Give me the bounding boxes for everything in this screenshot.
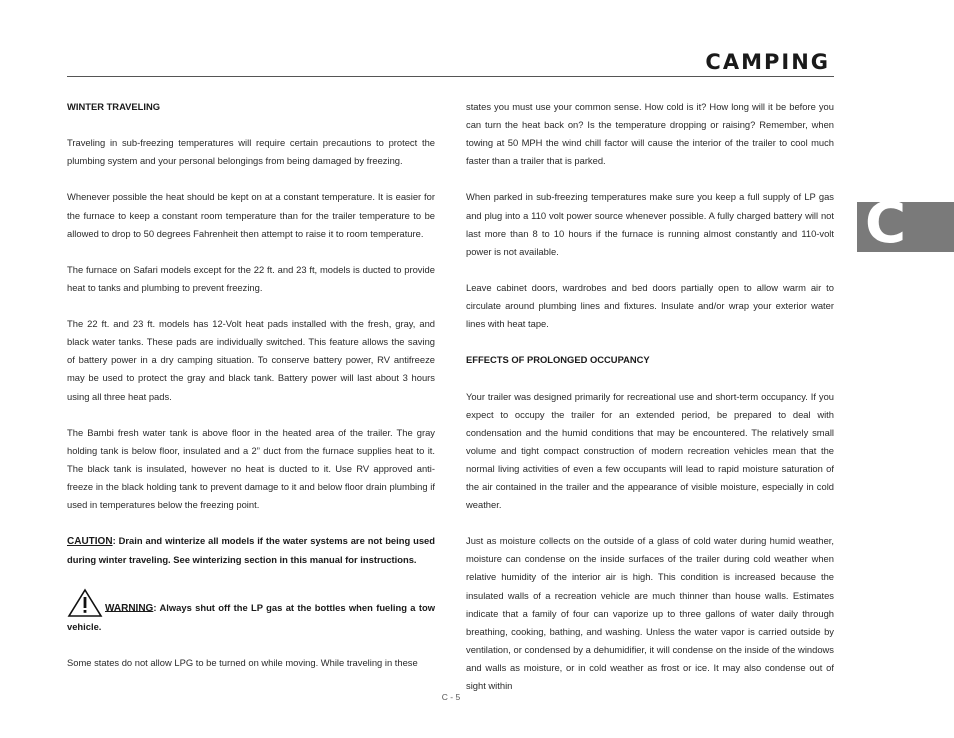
- paragraph: The 22 ft. and 23 ft. models has 12-Volt heat pads installed with the fresh, gray, and black water tanks. These pads are individually switched. This feature allows the saving of battery power in a dry camping situation. To conserve battery power, RV antifreeze may be used to protect the gray and black tank. Battery power will last about 3 hours using all three heat pads.: [67, 318, 435, 402]
- warning-text: : Always shut off the LP gas at the bottles when fueling a tow vehicle.: [67, 601, 435, 632]
- paragraph: When parked in sub-freezing temperatures make sure you keep a full supply of LP gas and plug into a 110 volt power source whenever possible. A fully charged battery will not last more than 8 to 10 hours if the furnace is running almost constantly and 110-volt power is not available.: [466, 191, 834, 257]
- right-column: [466, 98, 834, 713]
- paragraph: Whenever possible the heat should be kept on at a constant temperature. It is easier for the furnace to keep a constant room temperature than for the trailer temperature to be allowed to drop to 50 degrees Fahrenheit then attempt to raise it to room temperature.: [67, 191, 435, 239]
- paragraph: Some states do not allow LPG to be turned on while moving. While traveling in these: [67, 656, 418, 668]
- paragraph: The furnace on Safari models except for the 22 ft. and 23 ft, models is ducted to provide heat to tanks and plumbing to prevent freezing.: [67, 263, 435, 293]
- paragraph: Your trailer was designed primarily for recreational use and short-term occupancy. If you expect to occupy the trailer for an extended period, be prepared to deal with condensation and the humid conditions that may be encountered. The relatively small volume and tight compact construction of modern recreation vehicles mean that the normal living activities of even a few occupants will lead to rapid moisture saturation of the air contained in the trailer and the appearance of visible moisture, especially in cold weather.: [466, 390, 834, 511]
- heading-winter-traveling: WINTER TRAVELING: [67, 101, 161, 112]
- section-tab: [857, 202, 954, 252]
- page-number: C - 5: [441, 692, 461, 702]
- warning-triangle-icon: [67, 588, 103, 618]
- caution-note: [67, 532, 435, 569]
- paragraph: The Bambi fresh water tank is above floor in the heated area of the trailer. The gray holding tank is below floor, insulated and a 2” duct from the furnace supplies heat to it. The black tank is insulated, however no heat is ducted to it. Use RV approved anti-freeze in the black holding tank to prevent damage to it and below floor drain plumbing if used in temperatures below the freezing point.: [67, 426, 435, 511]
- caution-text: : Drain and winterize all models if the water systems are not being used during winter traveling. See winterizing section in this manual for instructions.: [67, 535, 435, 566]
- page-title: CAMPING: [705, 50, 830, 74]
- section-letter: C: [865, 202, 907, 252]
- left-column: [67, 98, 435, 690]
- paragraph: states you must use your common sense. How cold is it? How long will it be before you can turn the heat back on? Is the temperature dropping or raising? Remember, when towing at 50 MPH the wind chill factor will cause the interior of the trailer to cool much faster than a trailer that is parked.: [466, 101, 834, 167]
- paragraph: Just as moisture collects on the outside of a glass of cold water during humid weather, moisture can condense on the inside surfaces of the trailer during cold weather when relative humidity of the interior air is high. This condition is increased because the insulated walls of a recreation vehicle are much thinner than house walls. Estimates indicate that a family of four can vaporize up to three gallons of water daily through breathing, cooking, bathing, and washing. Unless the water vapor is carried outside by ventilation, or condensed by a dehumidifier, it will condense on the inside of the windows and walls as moisture, or in cold weather as frost or ice. It may also condense out of sight within: [466, 535, 834, 691]
- warning-label: WARNING: [105, 602, 154, 614]
- paragraph: Traveling in sub-freezing temperatures will require certain precautions to protect the plumbing system and your personal belongings from being damaged by freezing.: [67, 137, 435, 167]
- warning-note: [67, 588, 435, 636]
- caution-label: CAUTION: [67, 536, 113, 548]
- header-divider: [67, 76, 834, 77]
- heading-prolonged-occupancy: EFFECTS OF PROLONGED OCCUPANCY: [466, 354, 650, 366]
- paragraph: Leave cabinet doors, wardrobes and bed doors partially open to allow warm air to circulate around plumbing lines and fixtures. Insulate and/or wrap your exterior water lines with heat tape.: [466, 281, 834, 330]
